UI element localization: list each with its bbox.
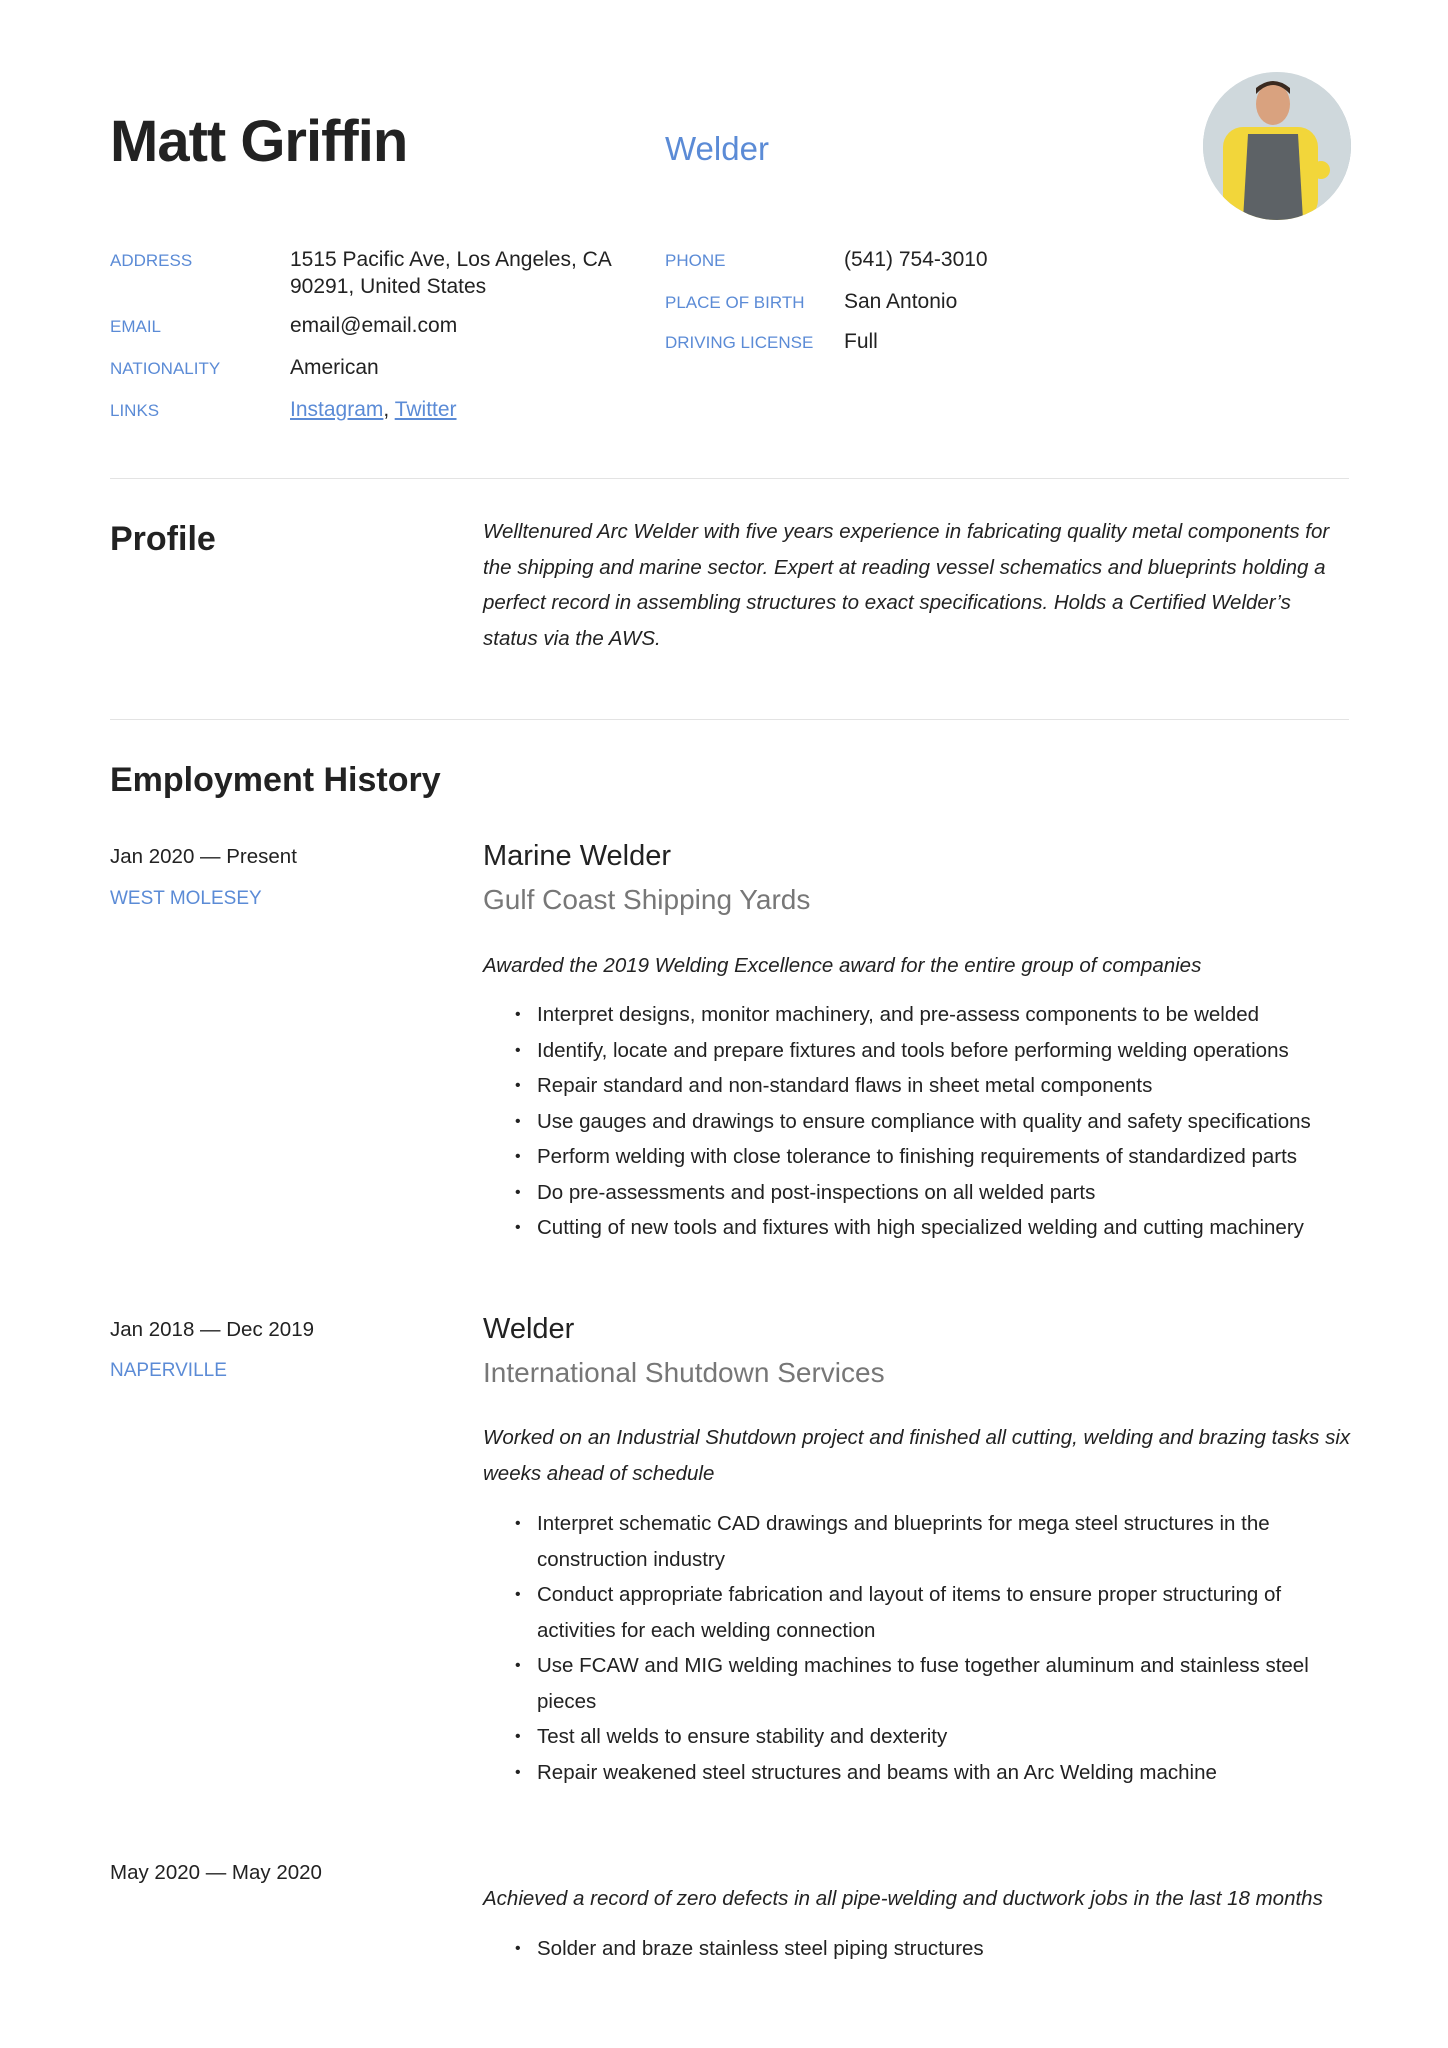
- list-item: • Perform welding with close tolerance to finishing requirements of standardized parts: [515, 1139, 1335, 1175]
- job-role: Marine Welder: [483, 840, 672, 872]
- divider: [110, 719, 1349, 720]
- job-dates: Jan 2018 — Dec 2019: [110, 1318, 314, 1341]
- job-company: Gulf Coast Shipping Yards: [483, 884, 811, 915]
- address-value: 1515 Pacific Ave, Los Angeles, CA 90291, United States: [290, 248, 611, 298]
- list-item: • Identify, locate and prepare fixtures and tools before performing welding operations: [515, 1033, 1335, 1069]
- link-separator: ,: [383, 398, 390, 421]
- nationality-value: American: [290, 356, 379, 379]
- employment-heading: Employment History: [110, 761, 441, 799]
- job-city: NAPERVILLE: [110, 1360, 227, 1381]
- list-item: • Do pre-assessments and post-inspections on all welded parts: [515, 1175, 1335, 1211]
- list-item: • Use gauges and drawings to ensure compliance with quality and safety specifications: [515, 1104, 1335, 1140]
- job-company: International Shutdown Services: [483, 1357, 885, 1388]
- driving-license-label: DRIVING LICENSE: [665, 333, 814, 352]
- list-item: • Use FCAW and MIG welding machines to fuse together aluminum and stainless steel pieces: [515, 1648, 1325, 1719]
- list-item: • Repair weakened steel structures and beams with an Arc Welding machine: [515, 1755, 1325, 1791]
- profile-heading: Profile: [110, 520, 216, 558]
- list-item: • Solder and braze stainless steel piping structures: [515, 1931, 1335, 1967]
- list-item: • Repair standard and non-standard flaws in sheet metal components: [515, 1068, 1335, 1104]
- job-bullets: [515, 997, 1335, 1246]
- profile-text: Welltenured Arc Welder with five years experience in fabricating quality metal components for the shipping and marine sector. Expert at reading vessel schematics and blueprints holding a perfect record in assembling structures to exact specifications. Holds a Certified Welder’s status via the AWS.: [483, 520, 1330, 650]
- nationality-label: NATIONALITY: [110, 359, 221, 378]
- candidate-name: Matt Griffin: [110, 109, 408, 174]
- phone-value: (541) 754-3010: [844, 248, 988, 271]
- job-summary: Worked on an Industrial Shutdown project and finished all cutting, welding and brazing tasks six weeks ahead of schedule: [483, 1426, 1351, 1485]
- links-label: LINKS: [110, 401, 160, 420]
- place-of-birth-label: PLACE OF BIRTH: [665, 293, 805, 312]
- job-summary: Achieved a record of zero defects in all pipe-welding and ductwork jobs in the last 18 months: [483, 1887, 1323, 1910]
- job-dates: Jan 2020 — Present: [110, 845, 297, 868]
- job-role: Welder: [483, 1313, 575, 1345]
- instagram-link[interactable]: Instagram: [290, 398, 384, 421]
- job-bullets: [515, 1506, 1325, 1790]
- place-of-birth-value: San Antonio: [844, 290, 958, 313]
- list-item: • Interpret schematic CAD drawings and blueprints for mega steel structures in the construction industry: [515, 1506, 1325, 1577]
- job-bullets: [515, 1931, 1335, 1967]
- twitter-link[interactable]: Twitter: [394, 398, 457, 421]
- email-label: EMAIL: [110, 317, 162, 336]
- divider: [110, 478, 1349, 479]
- job-summary: Awarded the 2019 Welding Excellence award for the entire group of companies: [483, 954, 1202, 977]
- list-item: • Interpret designs, monitor machinery, and pre-assess components to be welded: [515, 997, 1335, 1033]
- list-item: • Cutting of new tools and fixtures with high specialized welding and cutting machinery: [515, 1210, 1335, 1246]
- links-value: [290, 396, 457, 423]
- list-item: • Test all welds to ensure stability and dexterity: [515, 1719, 1325, 1755]
- job-city: WEST MOLESEY: [110, 888, 262, 909]
- job-dates: May 2020 — May 2020: [110, 1861, 322, 1884]
- list-item: • Conduct appropriate fabrication and layout of items to ensure proper structuring of activities for each welding connection: [515, 1577, 1325, 1648]
- driving-license-value: Full: [844, 330, 878, 353]
- phone-label: PHONE: [665, 251, 726, 270]
- job-title: Welder: [665, 130, 769, 167]
- address-label: ADDRESS: [110, 251, 193, 270]
- profile-photo: [1203, 72, 1351, 220]
- email-value: email@email.com: [290, 314, 458, 337]
